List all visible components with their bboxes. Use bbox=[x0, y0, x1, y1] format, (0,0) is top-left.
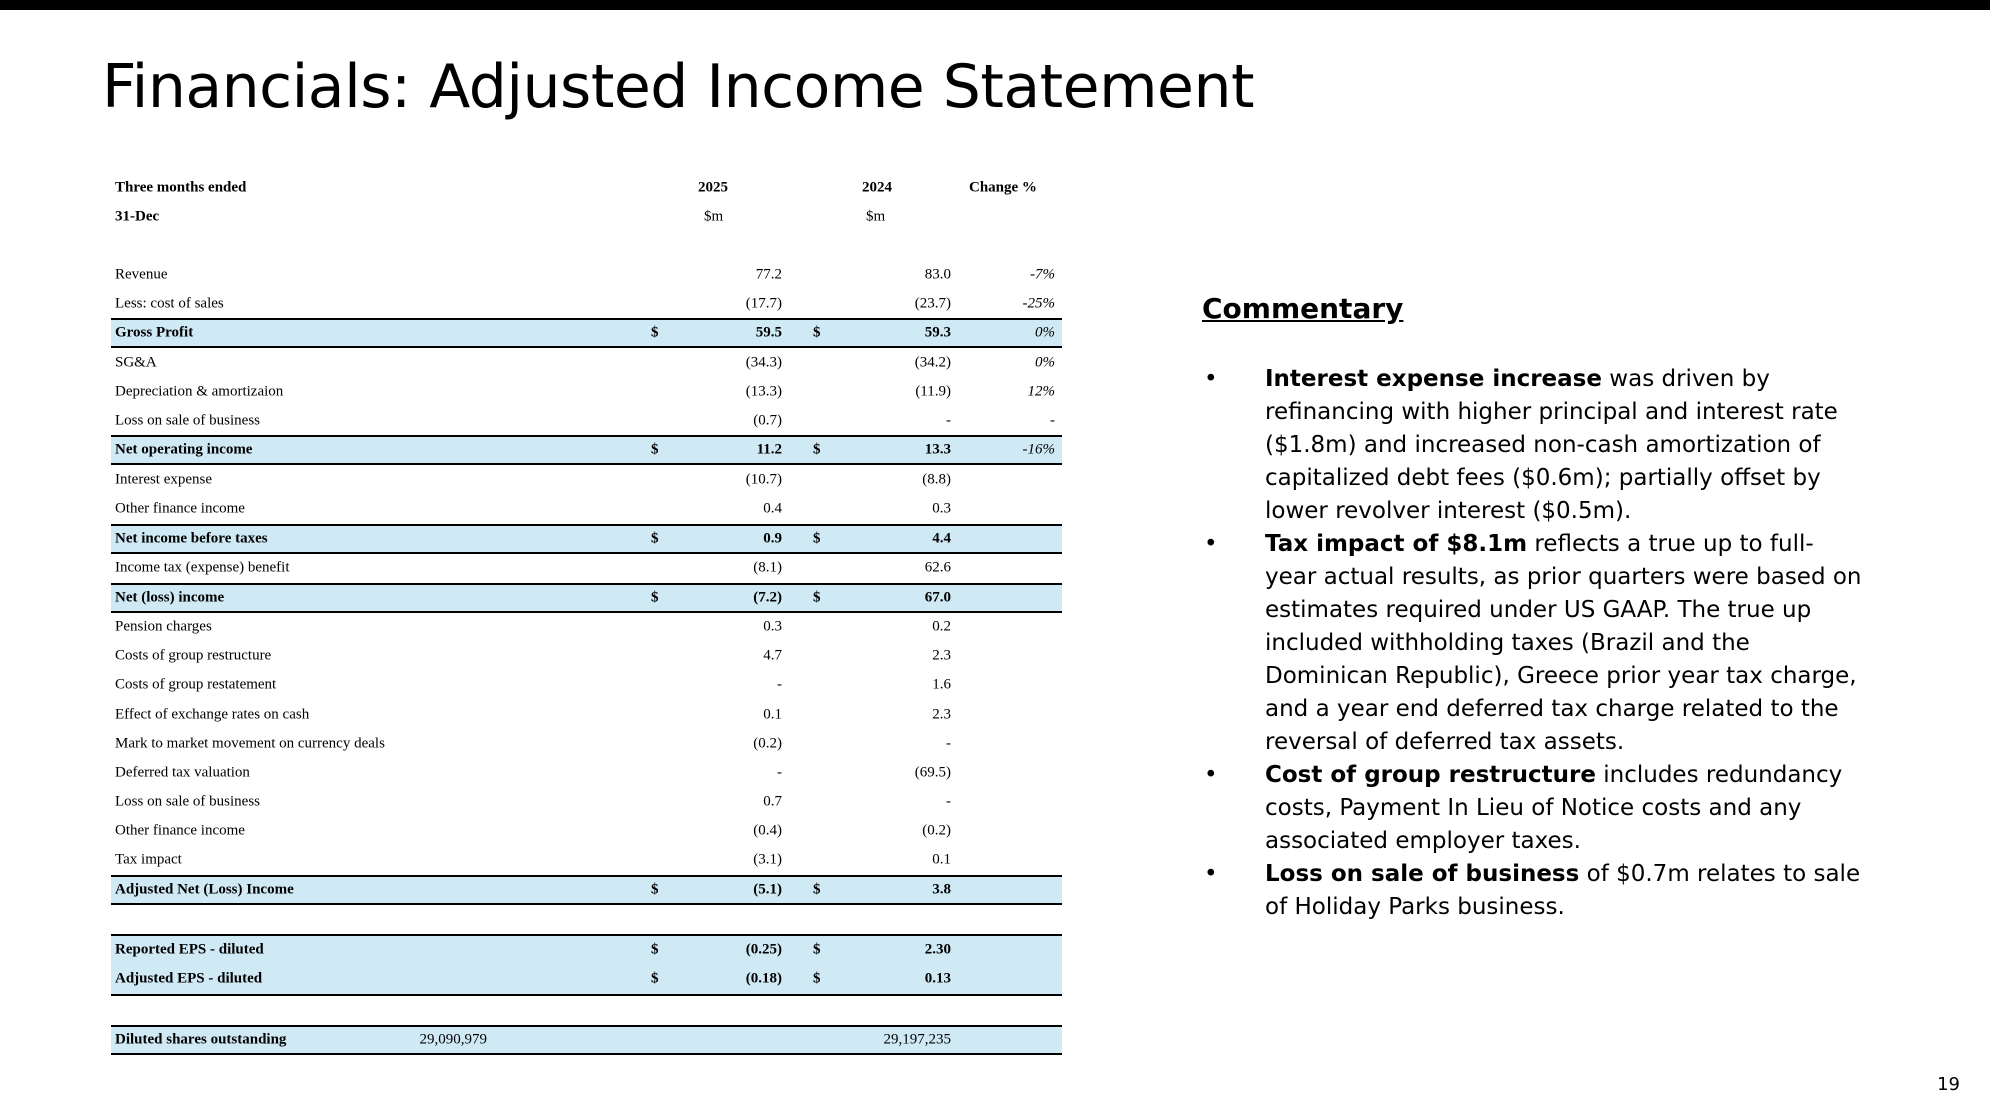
value-2024: 59.3 bbox=[924, 324, 951, 341]
currency-symbol-2024: $ bbox=[813, 970, 821, 987]
value-2025: 4.7 bbox=[763, 647, 782, 664]
table-row bbox=[111, 729, 1062, 758]
value-2025: - bbox=[777, 676, 782, 693]
value-2025: (0.4) bbox=[753, 822, 782, 839]
table-row bbox=[111, 554, 1062, 583]
value-2024: - bbox=[946, 793, 951, 810]
currency-symbol-2025: $ bbox=[651, 941, 659, 958]
currency-symbol-2024: $ bbox=[813, 941, 821, 958]
value-2025: (13.3) bbox=[745, 383, 782, 400]
row-label: Tax impact bbox=[115, 851, 182, 868]
subtotal-row bbox=[111, 875, 1062, 905]
value-2025: (0.18) bbox=[745, 970, 782, 987]
table-row bbox=[111, 465, 1062, 494]
table-row bbox=[111, 495, 1062, 524]
table-row bbox=[111, 377, 1062, 406]
value-2025: (17.7) bbox=[745, 295, 782, 312]
bullet-bold-text: Cost of group restructure bbox=[1265, 762, 1596, 788]
row-label: Interest expense bbox=[115, 471, 213, 488]
table-row bbox=[111, 406, 1062, 435]
currency-symbol-2025: $ bbox=[651, 441, 659, 458]
bullet-bold-text: Loss on sale of business bbox=[1265, 861, 1580, 887]
commentary-title: Commentary bbox=[1202, 292, 1404, 325]
bullet-bold-text: Interest expense increase bbox=[1265, 366, 1602, 392]
commentary-bullet bbox=[1202, 858, 1862, 924]
bullet-icon: • bbox=[1204, 762, 1218, 788]
row-label: Deferred tax valuation bbox=[115, 764, 250, 781]
value-2025: (34.3) bbox=[745, 354, 782, 371]
row-label: Diluted shares outstanding bbox=[115, 1031, 287, 1048]
row-label: Net (loss) income bbox=[115, 589, 225, 606]
eps-group bbox=[111, 934, 1062, 996]
row-label: Net income before taxes bbox=[115, 530, 268, 547]
value-2024: (11.9) bbox=[915, 383, 951, 400]
currency-symbol-2024: $ bbox=[813, 530, 821, 547]
spacer-row bbox=[111, 996, 1062, 1025]
header-period-label: Three months ended bbox=[115, 179, 247, 195]
value-2025: (8.1) bbox=[753, 559, 782, 576]
value-2025: 0.3 bbox=[763, 618, 782, 635]
value-2025: 0.9 bbox=[763, 530, 782, 547]
row-label: Pension charges bbox=[115, 618, 212, 635]
commentary-bullet bbox=[1202, 759, 1862, 858]
header-change: Change % bbox=[969, 179, 1037, 195]
value-2025: 77.2 bbox=[755, 266, 782, 283]
row-label: Reported EPS - diluted bbox=[115, 941, 264, 958]
row-label: Revenue bbox=[115, 266, 168, 283]
header-2025: 2025 bbox=[698, 179, 728, 195]
value-2024: 4.4 bbox=[932, 530, 951, 547]
income-statement-table bbox=[111, 173, 1062, 1055]
value-2024: 0.1 bbox=[932, 851, 951, 868]
table-row bbox=[111, 348, 1062, 377]
table-row bbox=[111, 816, 1062, 845]
bullet-icon: • bbox=[1204, 366, 1218, 392]
table-row bbox=[111, 289, 1062, 318]
bullet-text: of $0.7m relates to sale of Holiday Parks business. bbox=[1265, 861, 1861, 920]
value-2025: (0.2) bbox=[753, 735, 782, 752]
page-title: Financials: Adjusted Income Statement bbox=[102, 52, 1254, 122]
bullet-icon: • bbox=[1204, 861, 1218, 887]
value-2024: 13.3 bbox=[924, 441, 951, 458]
value-2024: 2.30 bbox=[924, 941, 951, 958]
header-unit-2025: $m bbox=[704, 208, 724, 224]
value-2024: 2.3 bbox=[932, 706, 951, 723]
value-2025: 59.5 bbox=[755, 324, 782, 341]
currency-symbol-2025: $ bbox=[651, 324, 659, 341]
subtotal-row bbox=[111, 318, 1062, 348]
row-label: Loss on sale of business bbox=[115, 412, 260, 429]
table-header-row-2 bbox=[111, 202, 1062, 231]
value-2025: (3.1) bbox=[753, 851, 782, 868]
value-2024: 83.0 bbox=[924, 266, 951, 283]
table-row bbox=[111, 787, 1062, 816]
currency-symbol-2025: $ bbox=[651, 589, 659, 606]
value-2024: 2.3 bbox=[932, 647, 951, 664]
change-percent: 0% bbox=[1035, 354, 1055, 371]
row-label: Adjusted EPS - diluted bbox=[115, 970, 263, 987]
row-label: Adjusted Net (Loss) Income bbox=[115, 881, 294, 898]
subtotal-row bbox=[111, 524, 1062, 554]
row-label: Gross Profit bbox=[115, 324, 194, 341]
value-2025: (10.7) bbox=[745, 471, 782, 488]
table-row bbox=[111, 700, 1062, 729]
value-2025: 29,090,979 bbox=[419, 1031, 487, 1048]
currency-symbol-2025: $ bbox=[651, 530, 659, 547]
row-label: Other finance income bbox=[115, 822, 245, 839]
row-label: Depreciation & amortizaion bbox=[115, 383, 284, 400]
commentary-bullets bbox=[1202, 363, 1862, 924]
bullet-text: was driven by refinancing with higher principal and interest rate ($1.8m) and increased non-cash amortization of capitalized debt fees ($0.6m); partially offset by lower revolver interest ($0.5m). bbox=[1265, 366, 1838, 524]
value-2024: (8.8) bbox=[922, 471, 951, 488]
table-row bbox=[111, 846, 1062, 875]
value-2024: (0.2) bbox=[922, 822, 951, 839]
value-2024: 67.0 bbox=[924, 589, 951, 606]
value-2025: (0.7) bbox=[753, 412, 782, 429]
row-label: Effect of exchange rates on cash bbox=[115, 706, 310, 723]
commentary-bullet bbox=[1202, 363, 1862, 528]
value-2025: 0.1 bbox=[763, 706, 782, 723]
eps-row bbox=[111, 936, 1062, 965]
currency-symbol-2024: $ bbox=[813, 441, 821, 458]
bullet-text: reflects a true up to full-year actual results, as prior quarters were based on estimates required under US GAAP. The true up included withholding taxes (Brazil and the Dominican Republic), Greece prior year tax charge, and a year end deferred tax charge related to the reversal of deferred tax assets. bbox=[1265, 531, 1862, 755]
value-2025: (7.2) bbox=[753, 589, 782, 606]
value-2024: (69.5) bbox=[914, 764, 951, 781]
currency-symbol-2024: $ bbox=[813, 324, 821, 341]
change-percent: 0% bbox=[1035, 324, 1055, 341]
eps-row bbox=[111, 965, 1062, 994]
value-2025: 0.7 bbox=[763, 793, 782, 810]
value-2024: 1.6 bbox=[932, 676, 951, 693]
subtotal-row bbox=[111, 435, 1062, 465]
row-label: Mark to market movement on currency deals bbox=[115, 735, 385, 752]
change-percent: 12% bbox=[1027, 383, 1055, 400]
shares-row bbox=[111, 1025, 1062, 1055]
change-percent: - bbox=[1050, 412, 1055, 429]
value-2024: 0.13 bbox=[924, 970, 951, 987]
table-row bbox=[111, 260, 1062, 289]
header-2024: 2024 bbox=[862, 179, 892, 195]
table-body bbox=[111, 260, 1062, 905]
value-2025: (5.1) bbox=[753, 881, 782, 898]
eps-block bbox=[111, 934, 1062, 996]
commentary-bullet bbox=[1202, 528, 1862, 759]
table-row bbox=[111, 758, 1062, 787]
value-2024: - bbox=[946, 412, 951, 429]
currency-symbol-2024: $ bbox=[813, 589, 821, 606]
spacer-row bbox=[111, 905, 1062, 934]
row-label: SG&A bbox=[115, 354, 157, 371]
value-2024: 0.3 bbox=[932, 500, 951, 517]
value-2024: (23.7) bbox=[914, 295, 951, 312]
row-label: Other finance income bbox=[115, 500, 245, 517]
bullet-text: includes redundancy costs, Payment In Lieu of Notice costs and any associated employer taxes. bbox=[1265, 762, 1843, 854]
currency-symbol-2025: $ bbox=[651, 970, 659, 987]
value-2025: (0.25) bbox=[745, 941, 782, 958]
header-date: 31-Dec bbox=[115, 208, 160, 224]
change-percent: -25% bbox=[1022, 295, 1055, 312]
bullet-icon: • bbox=[1204, 531, 1218, 557]
row-label: Income tax (expense) benefit bbox=[115, 559, 290, 576]
top-bar bbox=[0, 0, 1990, 10]
commentary-panel bbox=[1202, 292, 1862, 924]
value-2025: - bbox=[777, 764, 782, 781]
row-label: Costs of group restatement bbox=[115, 676, 277, 693]
page-number: 19 bbox=[1937, 1074, 1960, 1095]
table-row bbox=[111, 671, 1062, 700]
table-row bbox=[111, 642, 1062, 671]
spacer-row bbox=[111, 231, 1062, 260]
table-header-row-1 bbox=[111, 173, 1062, 202]
subtotal-row bbox=[111, 583, 1062, 613]
value-2024: 0.2 bbox=[932, 618, 951, 635]
value-2024: 29,197,235 bbox=[883, 1031, 951, 1048]
currency-symbol-2024: $ bbox=[813, 881, 821, 898]
value-2024: 3.8 bbox=[932, 881, 951, 898]
value-2024: (34.2) bbox=[914, 354, 951, 371]
header-unit-2024: $m bbox=[866, 208, 886, 224]
bullet-bold-text: Tax impact of $8.1m bbox=[1265, 531, 1528, 557]
row-label: Loss on sale of business bbox=[115, 793, 260, 810]
value-2025: 0.4 bbox=[763, 500, 782, 517]
value-2025: 11.2 bbox=[756, 441, 782, 458]
value-2024: 62.6 bbox=[924, 559, 951, 576]
row-label: Net operating income bbox=[115, 441, 253, 458]
row-label: Costs of group restructure bbox=[115, 647, 272, 664]
row-label: Less: cost of sales bbox=[115, 295, 224, 312]
table-row bbox=[111, 613, 1062, 642]
currency-symbol-2025: $ bbox=[651, 881, 659, 898]
change-percent: -16% bbox=[1022, 441, 1055, 458]
change-percent: -7% bbox=[1030, 266, 1055, 283]
value-2024: - bbox=[946, 735, 951, 752]
